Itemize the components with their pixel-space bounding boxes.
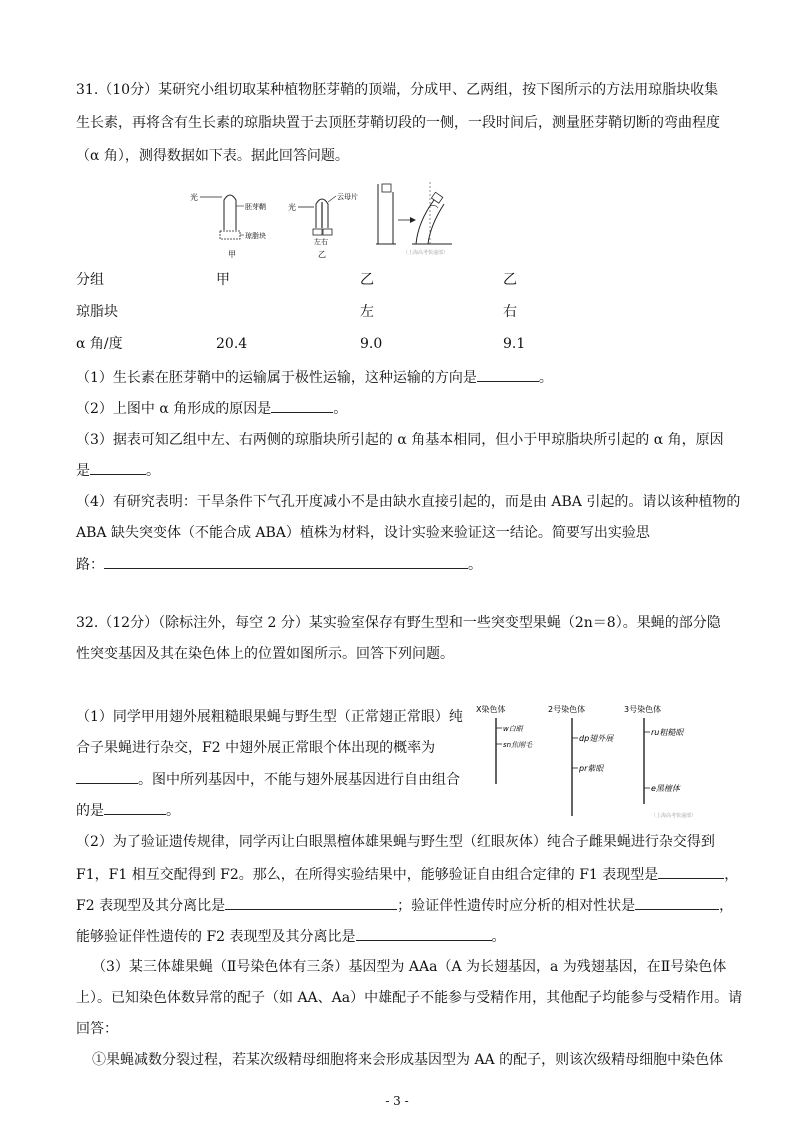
- table-cell: 分组: [76, 272, 104, 288]
- answer-blank[interactable]: [477, 367, 539, 382]
- fig-label-yi: 乙: [318, 250, 326, 259]
- chrom-3-title: 3号染色体: [624, 705, 662, 714]
- answer-blank[interactable]: [76, 769, 138, 784]
- table-cell: 9.0: [360, 336, 383, 352]
- fig-agar: 琼脂块: [245, 232, 266, 240]
- answer-blank[interactable]: [104, 554, 468, 569]
- table-cell: 琼脂块: [76, 304, 118, 320]
- gene-dp: dp翅外展: [579, 734, 614, 743]
- fig-coleoptile: 胚芽鞘: [245, 203, 266, 211]
- table-cell: 20.4: [216, 336, 248, 352]
- q31-p4-end: 。: [468, 557, 482, 573]
- fig-light2: 光: [288, 203, 296, 212]
- q32-p1c-text: 。图中所列基因中，不能与翅外展基因进行自由组合: [138, 772, 460, 788]
- q31-p2: [76, 398, 347, 419]
- q31-p1: [76, 367, 553, 388]
- q32-p2b: [76, 864, 738, 885]
- q32-p3d: ①果蝇减数分裂过程，若某次级精母细胞将来会形成基因型为 AA 的配子，则该次级精母细胞中染色体: [92, 1052, 724, 1068]
- answer-blank[interactable]: [635, 895, 719, 910]
- chrom-2-title: 2号染色体: [548, 705, 586, 714]
- q32-p2a: （2）为了验证遗传规律，同学丙让白眼黑檀体雄果蝇与野生型（红眼灰体）纯合子雌果蝇进行杂交得到: [76, 834, 715, 850]
- answer-blank[interactable]: [271, 398, 333, 413]
- q32-p2b-text: F1，F1 相互交配得到 F2。那么，在所得实验结果中，能够验证自由组合定律的 F1 表现型是: [76, 867, 659, 883]
- q32-p2d-end: 。: [491, 929, 506, 945]
- figure-bending-group: [376, 182, 452, 256]
- q32-p1a: （1）同学甲用翅外展粗糙眼果蝇与野生型（正常翅正常眼）纯: [76, 709, 463, 725]
- chrom-watermark: （上海高考快递部）: [651, 813, 697, 819]
- table-cell: 乙: [360, 272, 374, 288]
- q32-p2c-end: ，: [719, 898, 734, 914]
- fig-mica: 云母片: [337, 193, 358, 201]
- q32-p2d: [76, 926, 506, 947]
- q31-p3b: [76, 460, 160, 481]
- q31-p1-text: （1）生长素在胚芽鞘中的运输属于极性运输，这种运输的方向是: [76, 370, 477, 386]
- figure-yi-group: [288, 192, 358, 259]
- q31-p4c: [76, 554, 482, 575]
- q31-p3-end: 。: [146, 463, 160, 479]
- q32-p2c-mid: ；验证伴性遗传时应分析的相对性状是: [397, 898, 636, 914]
- table-cell: 左: [360, 304, 374, 320]
- q32-p1d: [76, 800, 180, 821]
- table-cell: α 角/度: [76, 336, 123, 352]
- fig-left-right: 左右: [314, 238, 328, 246]
- q32-p2c-text: F2 表现型及其分离比是: [76, 898, 226, 914]
- q31-p4b: ABA 缺失突变体（不能合成 ABA）植株为材料，设计实验来验证这一结论。简要写出实验思: [76, 525, 650, 541]
- q32-p3b: 上）。已知染色体数异常的配子（如 AA、Aa）中雄配子不能参与受精作用，其他配子均能参与受精作用。请: [76, 990, 743, 1006]
- q31-p3a: （3）据表可知乙组中左、右两侧的琼脂块所引起的 α 角基本相同，但小于甲琼脂块所引起的 α 角，原因: [76, 432, 724, 448]
- q32-p1b: 合子果蝇进行杂交，F2 中翅外展正常眼个体出现的概率为: [76, 740, 436, 756]
- gene-ru: ru粗糙眼: [651, 728, 684, 737]
- answer-blank[interactable]: [225, 895, 397, 910]
- q31-line2: 生长素，再将含有生长素的琼脂块置于去顶胚芽鞘切段的一侧，一段时间后，测量胚芽鞘切断的弯曲程度: [76, 115, 720, 131]
- q32-line2: 性突变基因及其在染色体上的位置如图所示。回答下列问题。: [76, 646, 454, 662]
- fig-label-jia: 甲: [228, 250, 236, 259]
- q31-p4a: （4）有研究表明：干旱条件下气孔开度减小不是由缺水直接引起的，而是由 ABA 引起的。请以该种植物的: [76, 494, 741, 510]
- q32-p2c: [76, 895, 733, 916]
- q32-p1d-text: 的是: [76, 803, 104, 819]
- fig-watermark: （上海高考快递部）: [403, 250, 449, 256]
- q32-p1c: [76, 769, 460, 790]
- table-cell: 甲: [216, 272, 230, 288]
- gene-e: e黑檀体: [651, 784, 680, 793]
- chrom-x-title: X染色体: [476, 705, 506, 714]
- q32-chromosome-figure: [476, 702, 726, 820]
- q32-p1-end: 。: [166, 803, 180, 819]
- figure-jia-group: [190, 192, 266, 259]
- q32-p2b-end: ，: [724, 867, 739, 883]
- q32-line1: 32.（12分）（除标注外，每空 2 分）某实验室保存有野生型和一些突变型果蝇（2n＝8）。果蝇的部分隐: [76, 615, 721, 631]
- q31-p2-end: 。: [333, 401, 348, 417]
- table-cell: 右: [503, 304, 517, 320]
- page-number: - 3 -: [385, 1094, 409, 1108]
- gene-w: w白眼: [503, 725, 523, 733]
- q31-p1-end: 。: [538, 370, 553, 386]
- q31-p3b-text: 是: [76, 463, 90, 479]
- gene-sn: sn焦刚毛: [503, 741, 533, 749]
- q31-line3: （α 角），测得数据如下表。据此回答问题。: [76, 148, 349, 164]
- q31-line1: 31.（10分）某研究小组切取某种植物胚芽鞘的顶端，分成甲、乙两组，按下图所示的方法用琼脂块收集: [76, 82, 719, 98]
- answer-blank[interactable]: [90, 460, 146, 475]
- q31-experiment-figure: [190, 182, 460, 262]
- q31-p2-text: （2）上图中 α 角形成的原因是: [76, 401, 272, 417]
- q32-p3a: （3）某三体雄果蝇（Ⅱ号染色体有三条）基因型为 AAa（A 为长翅基因，a 为残翅基因，在Ⅱ号染色体: [92, 959, 727, 975]
- table-cell: 9.1: [503, 336, 526, 352]
- q32-p2d-text: 能够验证伴性遗传的 F2 表现型及其分离比是: [76, 929, 356, 945]
- answer-blank[interactable]: [356, 926, 492, 941]
- fig-light1: 光: [190, 193, 198, 202]
- q31-p4c-text: 路：: [76, 557, 104, 573]
- answer-blank[interactable]: [658, 864, 724, 879]
- table-cell: 乙: [503, 272, 517, 288]
- gene-pr: pr紫眼: [579, 764, 604, 773]
- answer-blank[interactable]: [104, 800, 166, 815]
- q32-p3c: 回答：: [76, 1021, 118, 1037]
